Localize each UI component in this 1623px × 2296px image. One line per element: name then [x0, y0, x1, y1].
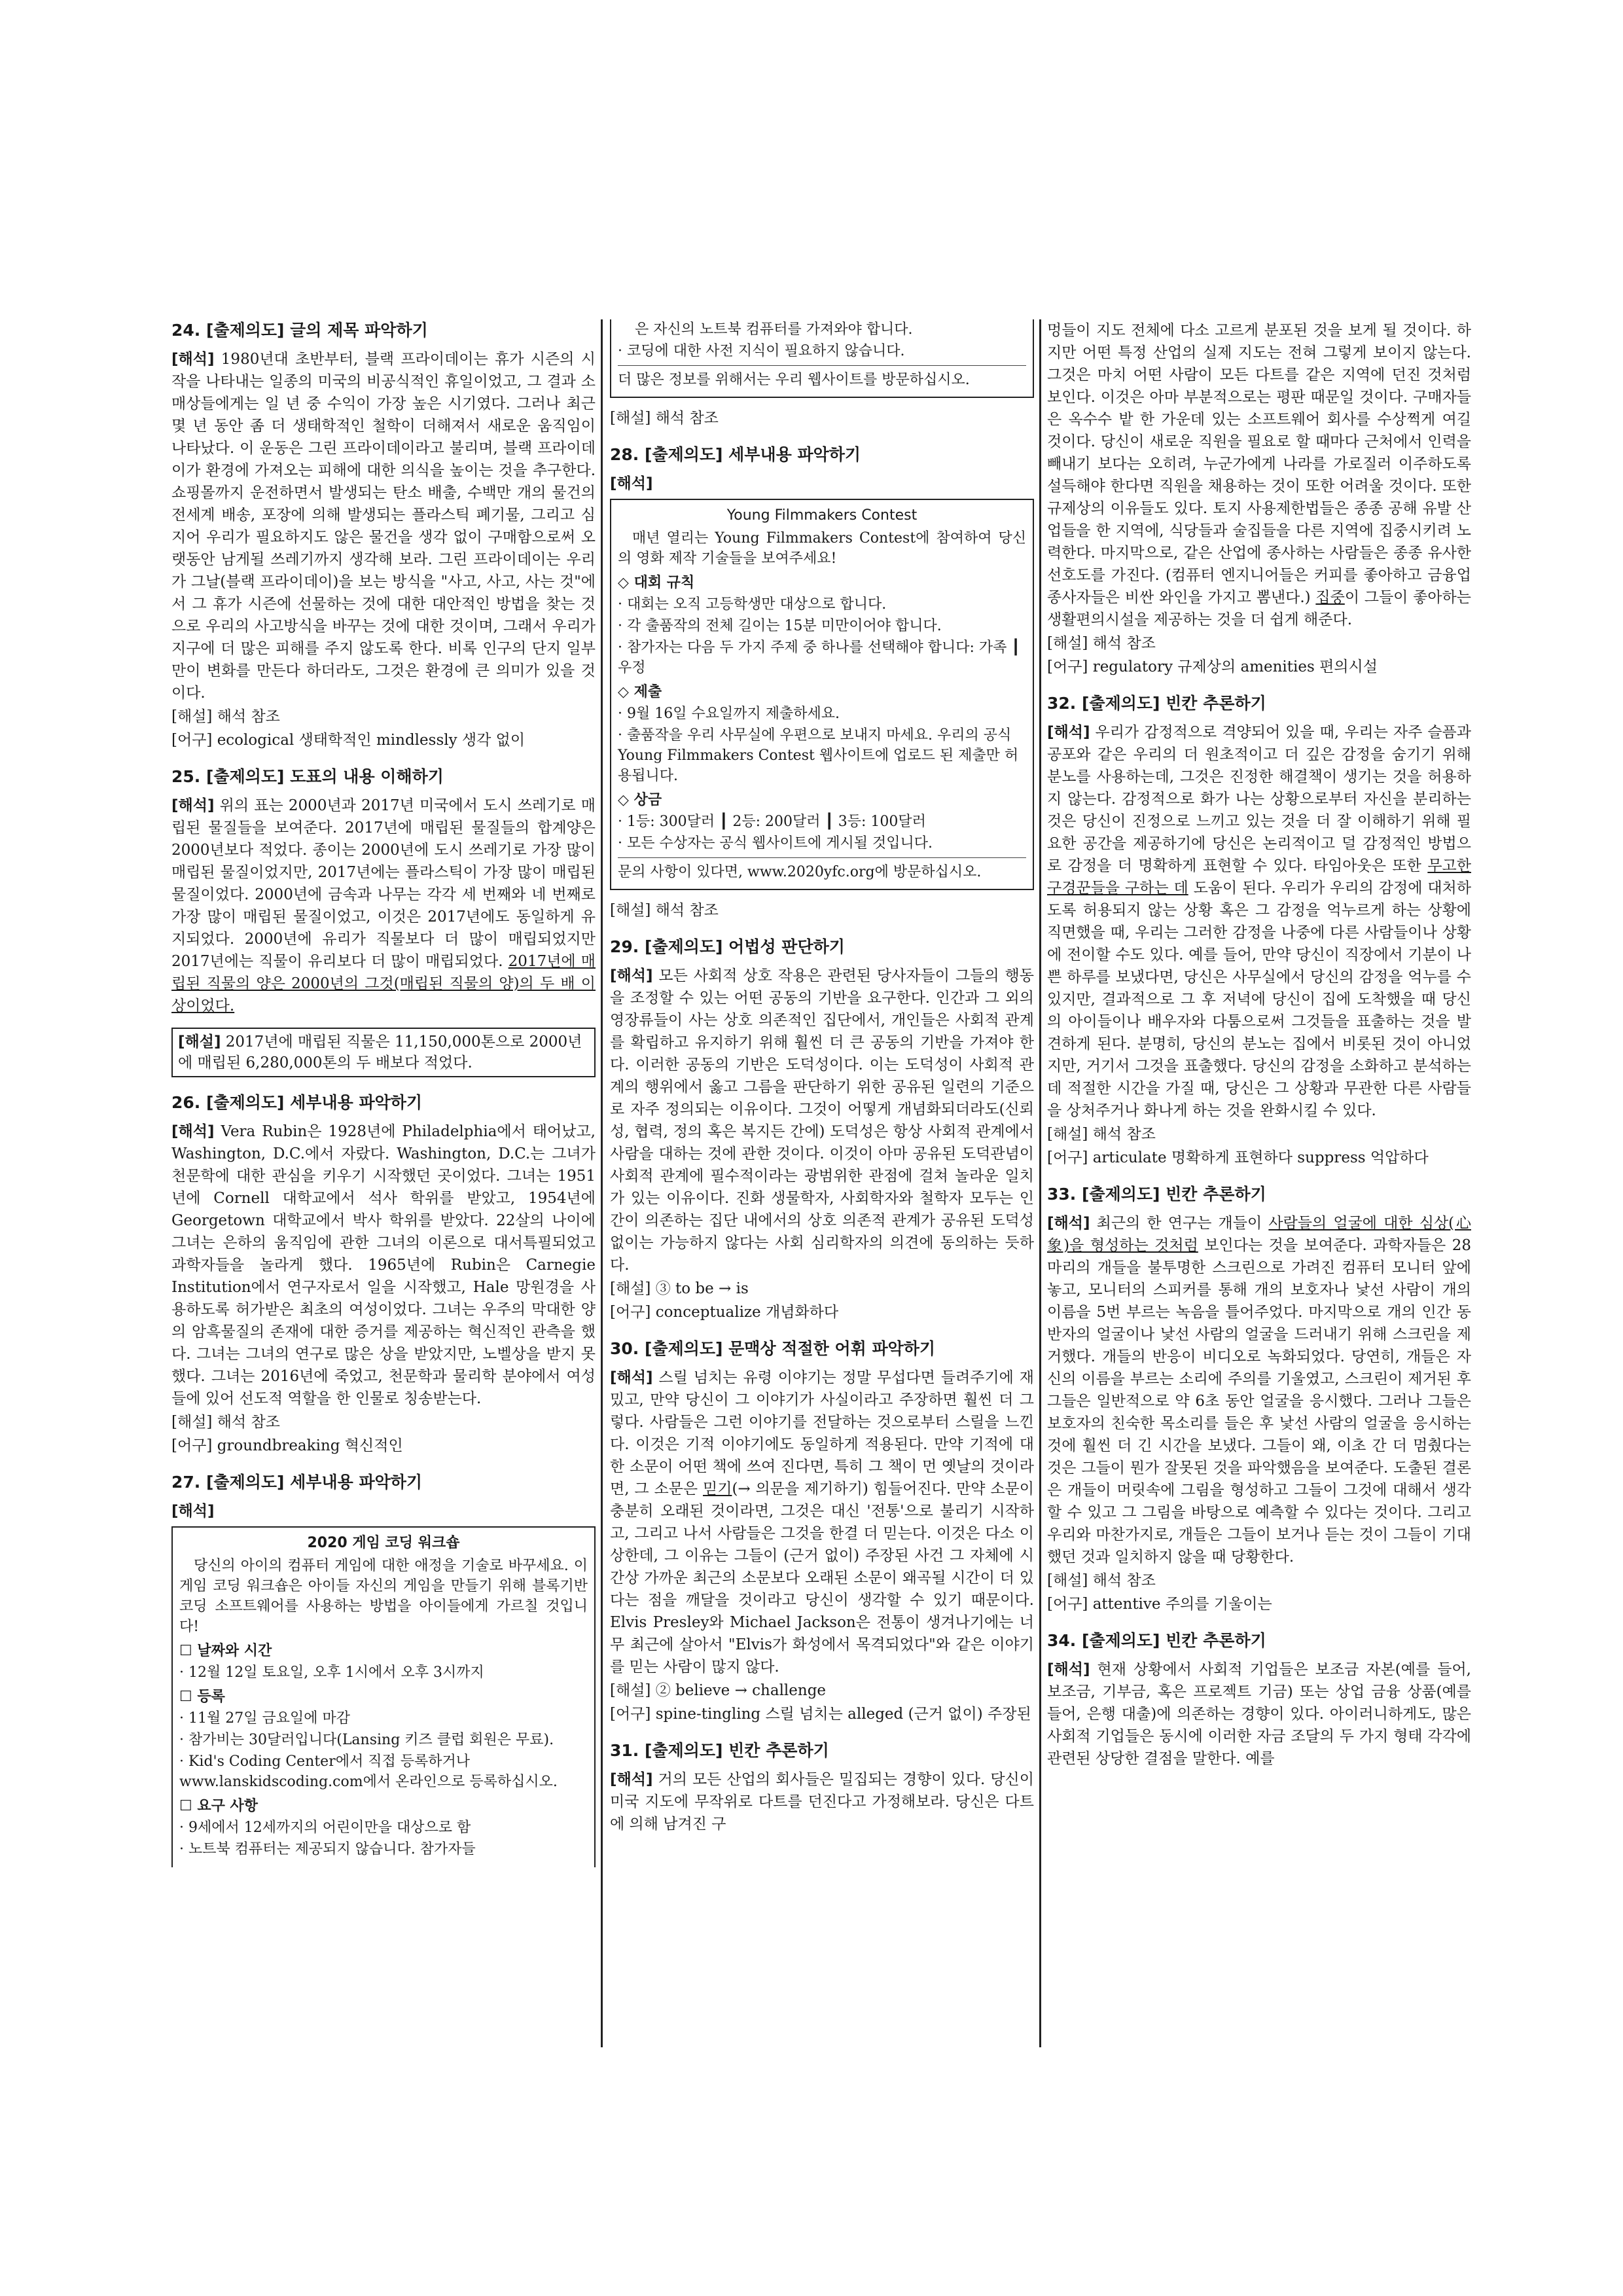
notice-heading: ☐ 날짜와 시간: [179, 1643, 272, 1659]
translation-paragraph: [171, 795, 596, 1017]
notice-title: 2020 게임 코딩 워크숍: [307, 1535, 460, 1551]
vocabulary: [어구] regulatory 규제상의 amenities 편의시설: [1047, 658, 1378, 675]
underlined-word: 집중: [1315, 589, 1345, 606]
translation-tag: [해석]: [610, 967, 653, 984]
contest-notice: [610, 499, 1034, 890]
translation-paragraph: [610, 1367, 1034, 1678]
section-30: [610, 1338, 1034, 1725]
notice-heading: ◇ 상금: [618, 792, 662, 808]
notice-item: · 9월 16일 수요일까지 제출하세요.: [618, 706, 840, 722]
translation-text: 스릴 넘치는 유령 이야기는 정말 무섭다면 들려주기에 재밌고, 만약 당신이 그 이야기가 사실이라고 주장하면 훨씬 더 그렇다. 사람들은 그런 이야기를 전달하는 것으로부터 스릴을 느낀다. 이것은 기적 이야기에도 동일하게 적용된다. 만약 기적에 대한 소문이 어떤 책에 쓰여 진다면, 특히 그 책이 먼 옛날의 것이라면, 그 소문은: [610, 1369, 1034, 1498]
notice-intro: 매년 열리는 Young Filmmakers Contest에 참여하여 당신의 영화 제작 기술들을 보여주세요!: [618, 530, 1026, 567]
translation-text: 모든 사회적 상호 작용은 관련된 당사자들이 그들의 행동을 조정할 수 있는 어떤 공동의 기반을 요구한다. 인간과 그 외의 영장류들이 사는 상호 의존적인 집단에서, 개인들은 사회적 관계를 확립하고 유지하기 위해 훨씬 더 큰 공동의 기반을 가져야 한다. 이러한 공동의 기반은 도덕성이다. 이는 도덕성이 사회적 관계의 행위에서 옳고 그름을 판단하기 위한 공유된 일련의 기준으로 자주 정의되는 이유이다. 그것이 어떻게 개념화되더라도(신뢰성, 협력, 정의 혹은 복지든 간에) 도덕성은 항상 사회적 관계에서 사람을 대하는 것에 관한 것이다. 이것이 아마 공유된 도덕관념이 사회적 관계에 필수적이라는 광범위한 관점에 걸쳐 놀라운 일치가 있는 이유이다. 진화 생물학자, 사회학자와 철학자 모두는 인간이 의존하는 집단 내에서의 상호 의존적 관계가 공유된 도덕성 없이는 가능하지 않다는 사회 심리학자의 의견에 동의하는 듯하다.: [610, 967, 1034, 1274]
section-28: [610, 444, 1034, 922]
translation-text: Vera Rubin은 1928년에 Philadelphia에서 태어났고, Washington, D.C.에서 자랐다. Washington, D.C.는 그녀가 천문학에 대한 관심을 키우기 시작했던 곳이었다. 그녀는 1951년에 Cornell 대학교에서 석사 학위를 받았고, 1954년에 Georgetown 대학교에서 박사 학위를 받았다. 22살의 나이에 그녀는 은하의 움직임에 관한 그녀의 이론으로 대서특필되었고 과학자들을 놀라게 했다. 1965년에 Rubin은 Carnegie Institution에서 연구자로서 일을 시작했고, Hale 망원경을 사용하도록 허가받은 최초의 여성이었다. 그녀는 우주의 막대한 양의 암흑물질의 존재에 대한 증거를 제공하는 혁신적인 관측을 했다. 그녀는 그녀의 연구로 많은 상을 받았지만, 노벨상을 받지 못했다. 그녀는 2016년에 죽었고, 천문학과 물리학 분야에서 여성들에 있어 선도적 역할을 한 인물로 칭송받는다.: [171, 1123, 596, 1407]
section-title: 25. [출제의도] 도표의 내용 이해하기: [171, 767, 444, 786]
notice-footer: 더 많은 정보를 위해서는 우리 웹사이트를 방문하십시오.: [618, 372, 970, 388]
section-title: 28. [출제의도] 세부내용 파악하기: [610, 445, 861, 464]
translation-tag: [해석]: [171, 351, 215, 368]
translation-paragraph: [1047, 1212, 1471, 1568]
vocabulary: [어구] conceptualize 개념화하다: [610, 1304, 839, 1321]
underlined-answer-text: 사람들의 얼굴에 대한 심상(心象)을 형성하는 것처럼: [1047, 1215, 1471, 1254]
section-31-continued: [1047, 319, 1471, 678]
notice-divider: [618, 365, 1026, 366]
workshop-notice-continued: [610, 319, 1034, 398]
vocabulary: [어구] articulate 명확하게 표현하다 suppress 억압하다: [1047, 1149, 1429, 1166]
notice-item: · 코딩에 대한 사전 지식이 필요하지 않습니다.: [618, 343, 905, 359]
translation-text: 위의 표는 2000년과 2017년 미국에서 도시 쓰레기로 매립된 물질들을 보여준다. 2017년에 매립된 물질들의 합계양은 2000년보다 적었다. 종이는 2000년에 도시 쓰레기로 가장 많이 매립된 물질이었지만, 2017년에는 플라스틱이 가장 많이 매립된 물질이었다. 2000년에 금속과 나무는 각각 세 번째와 네 번째로 가장 많이 매립된 물질이었고, 이것은 2017년에도 동일하게 유지되었다. 2000년에 유리가 직물보다 더 많이 매립되었지만 2017년에는 직물이 유리보다 더 많이 매립되었다.: [171, 797, 596, 970]
column-3: [1047, 319, 1471, 1784]
explanation: [해설] ② believe → challenge: [610, 1682, 827, 1699]
section-title: 33. [출제의도] 빈칸 추론하기: [1047, 1185, 1266, 1204]
notice-item: · 참가자는 다음 두 가지 주제 중 하나를 선택해야 합니다: 가족 ┃ 우정: [618, 639, 1020, 676]
notice-item: · 모든 수상자는 공식 웹사이트에 게시될 것입니다.: [618, 835, 933, 852]
translation-paragraph: [1047, 319, 1471, 631]
notice-item: 은 자신의 노트북 컴퓨터를 가져와야 합니다.: [635, 321, 913, 338]
section-title: 32. [출제의도] 빈칸 추론하기: [1047, 694, 1266, 713]
section-33: [1047, 1183, 1471, 1615]
translation-text: 도움이 된다. 우리가 우리의 감정에 대처하도록 허용되지 않는 상황 혹은 그 감정을 억누르게 하는 상황에 직면했을 때, 우리는 그러한 감정을 나중에 다른 사람들이나 상황에 전이할 수도 있다. 예를 들어, 만약 당신이 직장에서 기분이 나쁜 하루를 보냈다면, 당신은 사무실에서 당신의 감정을 억누를 수 있지만, 결과적으로 그 후 저녁에 당신이 집에 도착했을 때 당신의 아이들이나 배우자와 다툼으로써 그것들을 표출하는 것을 발견하게 된다. 분명히, 당신의 분노는 집에서 비롯된 것이 아니었지만, 거기서 그것을 표출했다. 당신의 감정을 소화하고 분석하는 데 적절한 시간을 가질 때, 당신은 그 상황과 무관한 다른 사람들을 상처주거나 화나게 하는 것을 완화시킬 수 있다.: [1047, 880, 1471, 1119]
explanation-tag: [해설]: [178, 1033, 221, 1050]
translation-tag: [해석]: [171, 1503, 215, 1520]
notice-heading: ◇ 대회 규칙: [618, 575, 695, 591]
translation-tag: [해석]: [1047, 724, 1090, 741]
explanation: [해설] 해석 참조: [1047, 1572, 1156, 1589]
translation-tag: [해석]: [1047, 1661, 1090, 1678]
section-24: [171, 319, 596, 751]
explanation-box: [171, 1028, 596, 1077]
translation-text: 이 그들이 좋아하는 생활편의시설을 제공하는 것을 더 쉽게 해준다.: [1047, 589, 1471, 628]
section-27: [171, 1471, 596, 1867]
vocabulary: [어구] groundbreaking 혁신적인: [171, 1437, 403, 1454]
vocabulary: [어구] ecological 생태학적인 mindlessly 생각 없이: [171, 732, 526, 749]
translation-paragraph: [1047, 721, 1471, 1122]
explanation-text: 2017년에 매립된 직물은 11,150,000톤으로 2000년에 매립된 6,280,000톤의 두 배보다 적었다.: [178, 1033, 582, 1071]
section-title: 24. [출제의도] 글의 제목 파악하기: [171, 321, 428, 340]
explanation: [해설] 해석 참조: [171, 708, 280, 725]
section-26: [171, 1092, 596, 1457]
section-title: 27. [출제의도] 세부내용 파악하기: [171, 1473, 423, 1492]
translation-text: 최근의 한 연구는 개들이: [1090, 1215, 1269, 1232]
notice-heading: ☐ 등록: [179, 1689, 225, 1705]
notice-item: · 출품작을 우리 사무실에 우편으로 보내지 마세요. 우리의 공식 Young Filmmakers Contest 웹사이트에 업로드 된 제출만 허용됩니다.: [618, 727, 1019, 784]
translation-tag: [해석]: [610, 1369, 653, 1386]
section-title: 31. [출제의도] 빈칸 추론하기: [610, 1741, 829, 1760]
explanation: [해설] 해석 참조: [1047, 1126, 1156, 1143]
section-34: [1047, 1630, 1471, 1770]
section-27-continued: [610, 319, 1034, 429]
notice-heading: ◇ 제출: [618, 684, 662, 700]
section-25: [171, 766, 596, 1077]
section-title: 30. [출제의도] 문맥상 적절한 어휘 파악하기: [610, 1339, 936, 1358]
translation-text: 우리가 감정적으로 격양되어 있을 때, 우리는 자주 슬픔과 공포와 같은 우리의 더 원초적이고 더 깊은 감정을 숨기기 위해 분노를 사용하는데, 그것은 진정한 해결책이 생기는 것을 허용하지 않는다. 감정적으로 화가 나는 상황으로부터 자신을 분리하는 것은 당신이 진정으로 느끼고 있는 것을 더 잘 이해하기 위해 필요한 공간을 제공하기에 당신은 논리적이고 덜 감정적인 방법으로 감정을 더 명확하게 표현할 수 있다. 타임아웃은 또한: [1047, 724, 1471, 874]
underlined-answer-text: 무고한 구경꾼들을 구하는 데: [1047, 857, 1471, 897]
explanation: [해설] 해석 참조: [610, 410, 719, 427]
section-29: [610, 936, 1034, 1323]
notice-item: · Kid's Coding Center에서 직접 등록하거나 www.lanskidscoding.com에서 온라인으로 등록하십시오.: [179, 1753, 558, 1790]
translation-paragraph: [610, 1768, 1034, 1835]
column-1: [171, 319, 596, 1882]
notice-divider: [618, 857, 1026, 858]
translation-text: 보인다는 것을 보여준다. 과학자들은 28마리의 개들을 불투명한 스크린으로 가려진 컴퓨터 모니터 앞에 놓고, 모니터의 스피커를 통해 개의 보호자나 낯선 사람이 개의 이름을 5번 부르는 녹음을 틀어주었다. 마지막으로 개의 인간 동반자의 얼굴이나 낯선 사람의 얼굴을 드러내기 위해 스크린을 제거했다. 개들의 반응이 비디오로 녹화되었다. 당연히, 개들은 자신의 이름을 부르는 소리에 주의를 기울였고, 스크린이 제거된 후 그들은 일반적으로 약 6초 동안 얼굴을 응시했다. 그러나 그들은 보호자의 친숙한 목소리를 들은 후 낯선 사람의 얼굴을 응시하는 것에 훨씬 더 긴 시간을 보냈다. 그들이 왜, 이초 간 더 멈췄다는 것은 그들이 뭔가 잘못된 것을 파악했음을 보여준다. 도출된 결론은 개들이 머릿속에 그림을 형성하고 그들이 그것에 대해서 생각할 수 있고 그 그림을 바탕으로 예측할 수 있다는 것이다. 그리고 우리와 마찬가지로, 개들은 그들이 보거나 듣는 것이 그들이 기대했던 것과 일치하지 않을 때 당황한다.: [1047, 1237, 1471, 1566]
translation-text: 현재 상황에서 사회적 기업들은 보조금 자본(예를 들어, 보조금, 기부금, 혹은 프로젝트 기금) 또는 상업 금융 상품(예를 들어, 은행 대출)에 의존하는 경향이 있다. 아이러니하게도, 많은 사회적 기업들은 동시에 이러한 자금 조달의 두 가지 형태 각각에 관련된 상당한 결점을 말한다. 예를: [1047, 1661, 1471, 1767]
explanation: [해설] 해석 참조: [1047, 635, 1156, 652]
notice-item: · 9세에서 12세까지의 어린이만을 대상으로 함: [179, 1820, 471, 1836]
notice-heading: ☐ 요구 사항: [179, 1798, 259, 1814]
notice-item: · 11월 27일 금요일에 마감: [179, 1710, 350, 1727]
explanation: [해설] ③ to be → is: [610, 1280, 749, 1297]
translation-text: (→ 의문을 제기하기) 힘들어진다. 만약 소문이 충분히 오래된 것이라면, 그것은 대신 '전통'으로 불리기 시작하고, 그리고 나서 사람들은 그것을 한결 더 믿는다. 이것은 다소 이상한데, 그 이유는 그들이 (근거 없이) 주장된 사건 그 자체에 시간상 가까운 최근의 소문보다 오래된 소문이 왜곡될 시간이 더 있다는 점을 깨달을 것이라고 당신이 생각할 수 있기 때문이다. Elvis Presley와 Michael Jackson은 전통이 생겨나기에는 너무 최근에 살아서 "Elvis가 화성에서 목격되었다"와 같은 이야기를 믿는 사람이 많지 않다.: [610, 1480, 1034, 1676]
explanation: [해설] 해석 참조: [171, 1414, 280, 1431]
translation-tag: [해석]: [171, 1123, 215, 1140]
vocabulary: [어구] attentive 주의를 기울이는: [1047, 1596, 1272, 1613]
section-title: 34. [출제의도] 빈칸 추론하기: [1047, 1631, 1266, 1650]
section-title: 26. [출제의도] 세부내용 파악하기: [171, 1093, 423, 1112]
notice-title: Young Filmmakers Contest: [726, 507, 918, 524]
notice-item: · 노트북 컴퓨터는 제공되지 않습니다. 참가자들: [179, 1841, 476, 1857]
notice-item: · 대회는 오직 고등학생만 대상으로 합니다.: [618, 596, 887, 613]
section-31: [610, 1740, 1034, 1835]
translation-paragraph: [610, 965, 1034, 1276]
section-32: [1047, 692, 1471, 1169]
notice-item: · 각 출품작의 전체 길이는 15분 미만이어야 합니다.: [618, 618, 942, 634]
translation-text: 멍들이 지도 전체에 다소 고르게 분포된 것을 보게 될 것이다. 하지만 어떤 특정 산업의 실제 지도는 전혀 그렇게 보이지 않는다. 그것은 마치 어떤 사람이 모든 다트를 같은 지역에 던진 것처럼 보인다. 이것은 아마 부분적으로는 평판 때문일 것이다. 구매자들은 옥수수 밭 한 가운데 있는 소프트웨어 회사를 수상쩍게 여길 것이다. 당신이 새로운 직원을 필요로 할 때마다 근처에서 인력을 빼내기 보다는 오히려, 누군가에게 나라를 가로질러 이주하도록 설득해야 한다면 직원을 채용하는 것이 또한 어려울 것이다. 또한 규제상의 이유들도 있다. 토지 사용제한법들은 종종 공해 유발 산업들을 한 지역에, 식당들과 술집들을 다른 지역에 집중시키려 노력한다. 마지막으로, 같은 산업에 종사하는 사람들은 종종 유사한 선호도를 가진다. (컴퓨터 엔지니어들은 커피를 좋아하고 금융업 종사자들은 비싼 와인을 가지고 뽐낸다.): [1047, 322, 1471, 606]
notice-item: · 12월 12일 토요일, 오후 1시에서 오후 3시까지: [179, 1664, 484, 1681]
vocabulary: [어구] spine-tingling 스릴 넘치는 alleged (근거 없이) 주장된: [610, 1706, 1031, 1723]
translation-text: 1980년대 초반부터, 블랙 프라이데이는 휴가 시즌의 시작을 나타내는 일종의 미국의 비공식적인 휴일이었고, 그 결과 소매상들에게는 일 년 중 수익이 가장 높은 시기였다. 그러나 최근 몇 년 동안 좀 더 생태학적인 철학이 더해져서 새로운 움직임이 나타났다. 이 운동은 그린 프라이데이라고 불리며, 블랙 프라이데이가 환경에 가져오는 피해에 대한 의식을 높이는 것을 추구한다. 쇼핑몰까지 운전하면서 발생되는 탄소 배출, 수백만 개의 물건의 전세계 배송, 포장에 의해 발생되는 플라스틱 폐기물, 그리고 심지어 우리가 필요하지도 않은 물건을 생각 없이 구매함으로써 오랫동안 남게될 쓰레기까지 생각해 보라. 그린 프라이데이는 우리가 그날(블랙 프라이데이)을 보는 방식을 "사고, 사고, 사는 것"에서 그 휴가 시즌에 선물하는 것에 대한 대안적인 방법을 찾는 것으로 우리의 사고방식을 바꾸는 것에 대한 것이며, 그래서 우리가 지구에 더 많은 피해를 주지 않도록 한다. 비록 인구의 단지 일부만이 변화를 만든다 하더라도, 그것은 환경에 큰 의미가 있을 것이다.: [171, 351, 596, 702]
translation-tag: [해석]: [610, 475, 653, 492]
translation-tag: [해석]: [610, 1771, 653, 1788]
underlined-word: 믿기: [703, 1480, 732, 1498]
explanation: [해설] 해석 참조: [610, 902, 719, 919]
underlined-answer-text: 2017년에 매립된 직물의 양은 2000년의 그것(매립된 직물의 양)의 두 배 이상이었다.: [171, 953, 596, 1014]
translation-text: 거의 모든 산업의 회사들은 밀집되는 경향이 있다. 당신이 미국 지도에 무작위로 다트를 던진다고 가정해보라. 당신은 다트에 의해 남겨진 구: [610, 1771, 1034, 1833]
translation-tag: [해석]: [1047, 1215, 1090, 1232]
translation-paragraph: [1047, 1659, 1471, 1770]
workshop-notice: [171, 1526, 596, 1867]
translation-tag: [해석]: [171, 797, 215, 814]
notice-item: · 참가비는 30달러입니다(Lansing 키즈 클럽 회원은 무료).: [179, 1732, 554, 1748]
translation-paragraph: [171, 348, 596, 704]
column-divider-1: [601, 319, 603, 2047]
column-divider-2: [1039, 319, 1041, 2047]
translation-paragraph: [171, 1121, 596, 1410]
notice-item: · 1등: 300달러 ┃ 2등: 200달러 ┃ 3등: 100달러: [618, 814, 926, 830]
column-2: [610, 319, 1034, 1850]
section-title: 29. [출제의도] 어법성 판단하기: [610, 937, 845, 956]
notice-intro: 당신의 아이의 컴퓨터 게임에 대한 애정을 기술로 바꾸세요. 이 게임 코딩 워크숍은 아이들 자신의 게임을 만들기 위해 블록기반 코딩 소프트웨어를 사용하는 방법을 아이들에게 가르칠 것입니다!: [179, 1558, 588, 1635]
notice-footer: 문의 사항이 있다면, www.2020yfc.org에 방문하십시오.: [618, 864, 982, 880]
